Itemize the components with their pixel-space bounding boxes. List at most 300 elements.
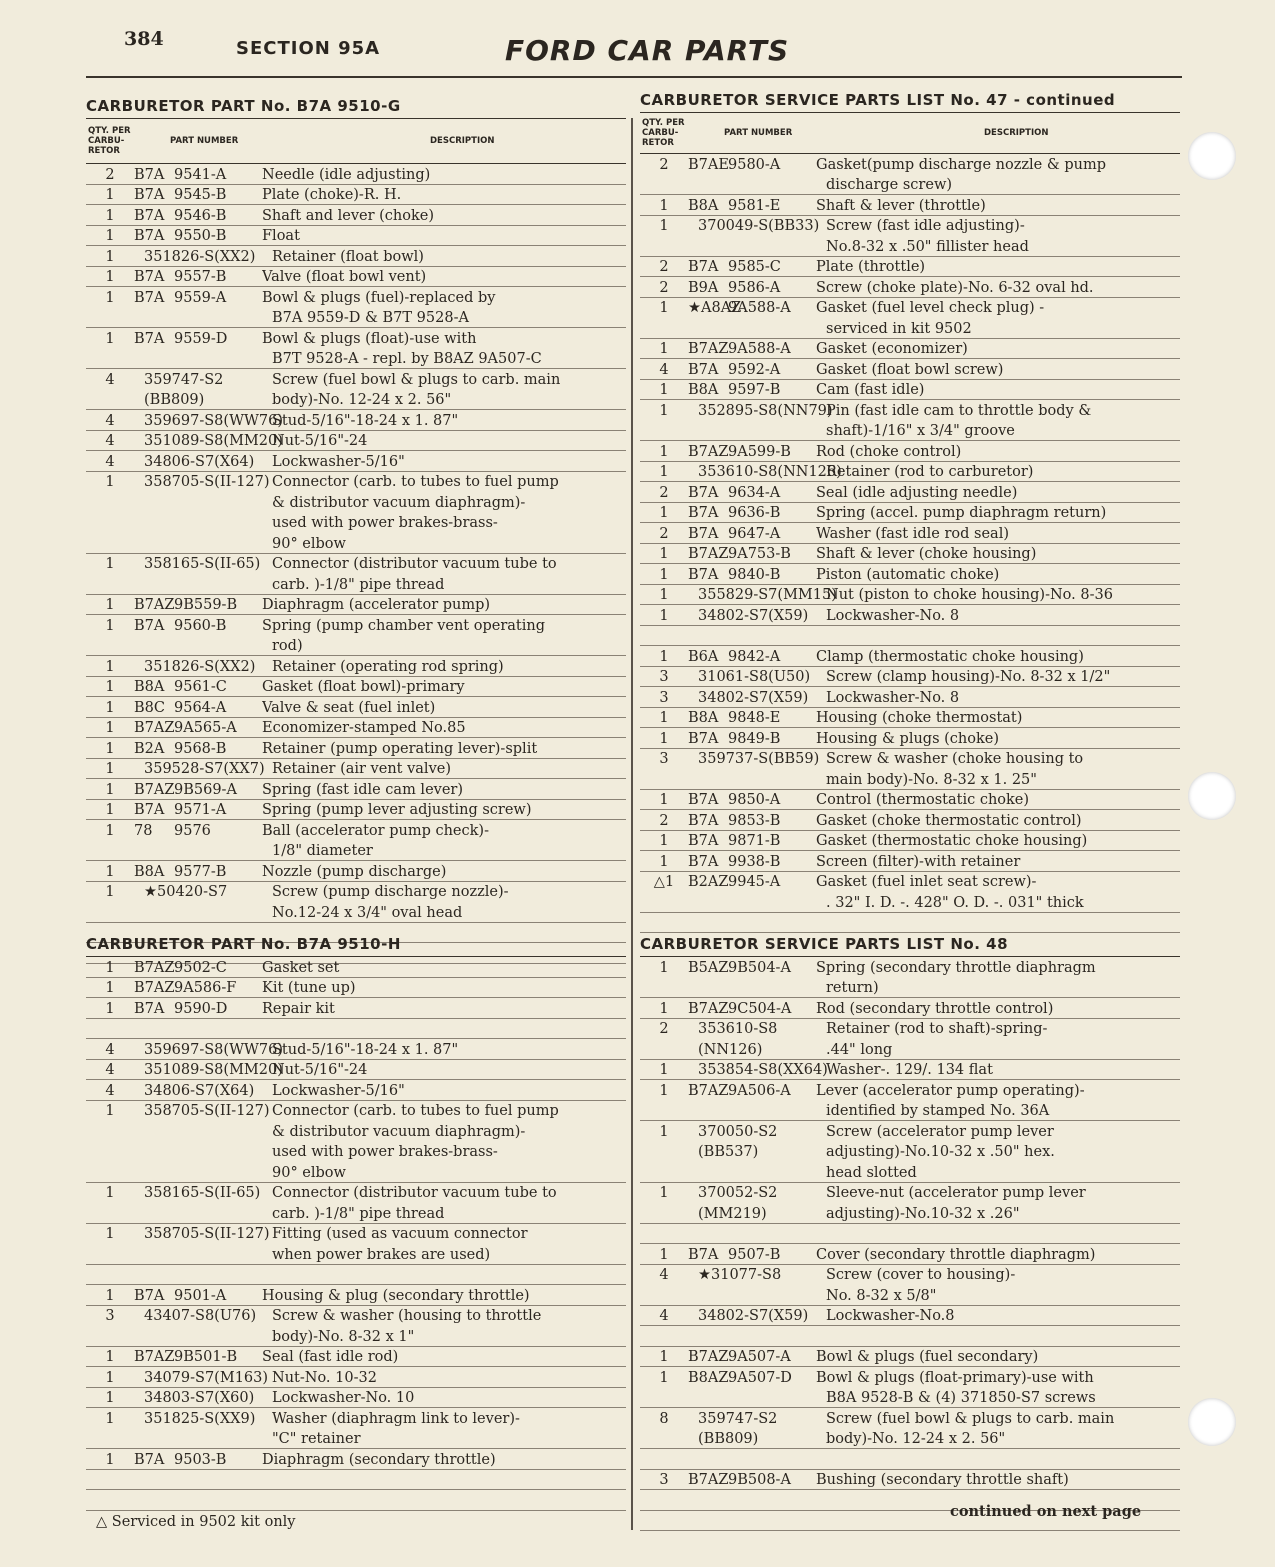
- description-cell: Bowl & plugs (fuel secondary): [816, 1349, 1039, 1365]
- table-row: [86, 287, 626, 308]
- block-title: CARBURETOR PART No. B7A 9510-H: [86, 935, 401, 953]
- part-prefix-cell: B7AZ: [688, 1349, 729, 1365]
- qty-cell: 1: [659, 218, 669, 234]
- description-cell: Bowl & plugs (float-primary)-use with: [816, 1369, 1094, 1386]
- table-row: [640, 482, 1180, 503]
- qty-cell: 1: [105, 980, 115, 996]
- table-row: [640, 1388, 1180, 1409]
- part-base-cell: 9647-A: [728, 525, 781, 542]
- table-row: [640, 1203, 1180, 1224]
- parts-rows: [640, 956, 1180, 1531]
- description-cell: Lockwasher-5/16": [272, 1082, 405, 1099]
- qty-cell: 1: [659, 197, 669, 214]
- table-row: [640, 154, 1180, 175]
- part-base-cell: 9581-E: [728, 197, 781, 214]
- table-row: [640, 1039, 1180, 1060]
- part-prefix-cell: B7A: [134, 330, 165, 347]
- table-row: [86, 1183, 626, 1204]
- qty-cell: 4: [659, 1267, 669, 1283]
- table-row: [86, 431, 626, 452]
- parts-rows: [86, 164, 626, 964]
- part-number-cell: (BB809): [144, 392, 205, 408]
- blank-row: [86, 1470, 626, 1491]
- description-cell: Cam (fast idle): [816, 382, 925, 398]
- table-row: [640, 1019, 1180, 1040]
- description-cell: Nut-5/16"-24: [272, 433, 368, 449]
- part-number-cell: 359737-S(BB59): [698, 751, 820, 767]
- table-row: [640, 1285, 1180, 1306]
- qty-cell: 3: [659, 751, 669, 767]
- part-prefix-cell: B7AZ: [688, 1000, 729, 1017]
- description-cell: Shaft & lever (choke housing): [816, 546, 1037, 562]
- part-prefix-cell: B5AZ: [688, 959, 729, 976]
- description-cell: Screw & washer (choke housing to: [826, 751, 1084, 767]
- qty-cell: 4: [105, 1082, 115, 1099]
- table-row: [86, 1285, 626, 1306]
- table-row: [640, 544, 1180, 565]
- part-base-cell: 9A753-B: [728, 546, 791, 562]
- part-number-cell: 351826-S(XX2): [144, 658, 256, 675]
- qty-cell: 1: [659, 1082, 669, 1099]
- page-number: 384: [124, 28, 164, 50]
- part-prefix-cell: B7A: [134, 802, 165, 818]
- description-cell: Washer-. 129/. 134 flat: [826, 1062, 993, 1078]
- part-base-cell: 9850-A: [728, 792, 781, 808]
- part-base-cell: 9501-A: [174, 1287, 227, 1304]
- part-base-cell: 9A599-B: [728, 443, 791, 460]
- part-base-cell: 9507-B: [728, 1246, 781, 1263]
- part-base-cell: 9A507-D: [728, 1369, 792, 1386]
- description-cell: body)-No. 12-24 x 2. 56": [826, 1431, 1006, 1447]
- part-number-cell: 34802-S7(X59): [698, 607, 809, 624]
- qty-cell: 1: [105, 289, 115, 306]
- table-row: [640, 1080, 1180, 1101]
- description-cell: body)-No. 12-24 x 2. 56": [272, 392, 452, 408]
- part-number-cell: 370052-S2: [698, 1185, 778, 1201]
- qty-cell: 3: [659, 689, 669, 706]
- table-row: [640, 957, 1180, 978]
- description-cell: Connector (carb. to tubes to fuel pump: [272, 1103, 559, 1119]
- part-base-cell: 9571-A: [174, 802, 227, 818]
- section-label: SECTION 95A: [236, 38, 381, 59]
- part-prefix-cell: B7A: [688, 484, 719, 501]
- block-list-47: [640, 88, 1180, 933]
- table-row: [86, 1224, 626, 1245]
- table-row: [640, 339, 1180, 360]
- table-row: [86, 902, 626, 923]
- qty-cell: 1: [105, 474, 115, 490]
- part-number-cell: 370050-S2: [698, 1123, 778, 1140]
- table-row: [640, 1060, 1180, 1081]
- qty-cell: 2: [659, 259, 669, 275]
- qty-cell: 1: [105, 269, 115, 285]
- table-row: [86, 779, 626, 800]
- qty-cell: 2: [659, 484, 669, 501]
- part-base-cell: 9B501-B: [174, 1349, 238, 1365]
- description-cell: Washer (fast idle rod seal): [816, 525, 1009, 542]
- table-row: [640, 978, 1180, 999]
- description-cell: "C" retainer: [272, 1431, 361, 1447]
- part-prefix-cell: B8A: [134, 863, 165, 880]
- description-cell: Cover (secondary throttle diaphragm): [816, 1246, 1096, 1263]
- part-base-cell: 9A588-A: [728, 341, 791, 357]
- part-number-cell: 358705-S(II-127): [144, 1103, 270, 1119]
- part-prefix-cell: B7A: [688, 792, 719, 808]
- table-row: [640, 646, 1180, 667]
- table-row: [86, 1121, 626, 1142]
- block-list-48: [640, 932, 1180, 1531]
- table-row: [640, 1408, 1180, 1429]
- table-row: [86, 998, 626, 1019]
- part-prefix-cell: 78: [134, 822, 153, 839]
- table-row: [640, 728, 1180, 749]
- table-row: [86, 308, 626, 329]
- table-row: [640, 462, 1180, 483]
- table-row: [640, 195, 1180, 216]
- part-prefix-cell: B7A: [688, 812, 719, 829]
- table-row: [640, 687, 1180, 708]
- table-row: [86, 472, 626, 493]
- description-cell: Screw (fast idle adjusting)-: [826, 218, 1025, 234]
- part-base-cell: 9C504-A: [728, 1000, 792, 1017]
- description-cell: Gasket (float bowl screw): [816, 361, 1004, 378]
- part-base-cell: 9576: [174, 822, 211, 839]
- qty-cell: 1: [105, 187, 115, 203]
- qty-cell: 1: [105, 1369, 115, 1386]
- qty-cell: 2: [659, 279, 669, 296]
- description-cell: Gasket (fuel inlet seat screw)-: [816, 874, 1037, 890]
- qty-cell: 1: [105, 720, 115, 736]
- description-cell: No.12-24 x 3/4" oval head: [272, 904, 463, 921]
- part-prefix-cell: B7AZ: [134, 720, 175, 736]
- part-number-cell: 358165-S(II-65): [144, 1185, 261, 1201]
- description-cell: main body)-No. 8-32 x 1. 25": [826, 771, 1037, 788]
- part-base-cell: 9580-A: [728, 156, 781, 173]
- qty-cell: 4: [105, 371, 115, 388]
- description-cell: Diaphragm (accelerator pump): [262, 597, 491, 613]
- description-cell: B8A 9528-B & (4) 371850-S7 screws: [826, 1390, 1096, 1406]
- table-row: [640, 851, 1180, 872]
- part-base-cell: 9564-A: [174, 699, 227, 716]
- qty-cell: 1: [659, 1246, 669, 1263]
- brand-title: FORD CAR PARTS: [505, 34, 790, 67]
- qty-cell: 2: [105, 166, 115, 183]
- part-prefix-cell: B7A: [134, 207, 165, 224]
- part-base-cell: 9A506-A: [728, 1082, 791, 1099]
- part-number-cell: (BB809): [698, 1431, 759, 1447]
- table-row: [86, 164, 626, 185]
- qty-cell: 3: [659, 1472, 669, 1488]
- table-row: [86, 1039, 626, 1060]
- table-row: [640, 708, 1180, 729]
- description-cell: Gasket (choke thermostatic control): [816, 812, 1082, 829]
- part-number-cell: 358705-S(II-127): [144, 474, 270, 490]
- part-number-cell: 359697-S8(WW76): [144, 412, 283, 429]
- table-row: [86, 185, 626, 206]
- description-cell: 1/8" diameter: [272, 843, 373, 859]
- part-base-cell: 9B569-A: [174, 781, 237, 798]
- qty-cell: 1: [659, 607, 669, 624]
- table-row: [640, 1142, 1180, 1163]
- description-cell: Rod (secondary throttle control): [816, 1000, 1054, 1017]
- description-cell: Retainer (float bowl): [272, 248, 424, 265]
- table-row: [86, 1367, 626, 1388]
- description-cell: Connector (distributor vacuum tube to: [272, 1185, 557, 1201]
- description-cell: Control (thermostatic choke): [816, 792, 1030, 808]
- description-cell: Screw & washer (housing to throttle: [272, 1308, 542, 1324]
- description-cell: Needle (idle adjusting): [262, 166, 431, 183]
- part-prefix-cell: B7AZ: [688, 443, 729, 460]
- qty-cell: 1: [105, 1103, 115, 1119]
- part-number-cell: 351089-S8(MM20): [144, 433, 283, 449]
- table-row: [86, 1142, 626, 1163]
- description-cell: Rod (choke control): [816, 443, 962, 460]
- description-cell: Lever (accelerator pump operating)-: [816, 1082, 1085, 1099]
- description-cell: adjusting)-No.10-32 x .26": [826, 1205, 1020, 1222]
- part-prefix-cell: B7A: [134, 166, 165, 183]
- table-row: [86, 841, 626, 862]
- blank-row: [640, 913, 1180, 934]
- description-cell: & distributor vacuum diaphragm)-: [272, 494, 526, 511]
- qty-cell: 1: [105, 781, 115, 798]
- table-row: [640, 277, 1180, 298]
- description-header: DESCRIPTION: [984, 128, 1049, 138]
- table-row: [640, 1244, 1180, 1265]
- description-cell: Screw (pump discharge nozzle)-: [272, 884, 509, 900]
- table-row: [640, 1121, 1180, 1142]
- part-prefix-cell: B7A: [688, 361, 719, 378]
- description-cell: Connector (carb. to tubes to fuel pump: [272, 474, 559, 490]
- description-cell: head slotted: [826, 1164, 917, 1181]
- part-number-cell: ★31077-S8: [698, 1267, 782, 1283]
- description-cell: Screw (fuel bowl & plugs to carb. main: [826, 1410, 1115, 1427]
- blank-row: [640, 626, 1180, 647]
- qty-cell: 2: [659, 156, 669, 173]
- blank-row: [86, 1265, 626, 1286]
- part-base-cell: 9541-A: [174, 166, 227, 183]
- description-cell: Retainer (rod to carburetor): [826, 464, 1034, 480]
- qty-cell: 1: [105, 228, 115, 244]
- part-number-cell: 359528-S7(XX7): [144, 761, 265, 777]
- qty-header: QTY. PER CARBU- RETOR: [88, 126, 131, 156]
- part-prefix-cell: B7A: [134, 1287, 165, 1304]
- qty-cell: 1: [105, 207, 115, 224]
- description-cell: Retainer (pump operating lever)-split: [262, 740, 538, 757]
- qty-cell: 1: [105, 959, 115, 976]
- qty-header: QTY. PER CARBU- RETOR: [642, 118, 685, 148]
- part-base-cell: 9A565-A: [174, 720, 237, 736]
- qty-cell: 1: [659, 587, 669, 603]
- description-cell: Retainer (air vent valve): [272, 761, 451, 777]
- table-row: [640, 503, 1180, 524]
- part-prefix-cell: B7A: [688, 259, 719, 275]
- description-cell: Gasket(pump discharge nozzle & pump: [816, 156, 1106, 173]
- table-row: [640, 872, 1180, 893]
- part-prefix-cell: B7AZ: [134, 1349, 175, 1365]
- blank-row: [640, 1449, 1180, 1470]
- table-row: [86, 226, 626, 247]
- description-cell: Retainer (rod to shaft)-spring-: [826, 1021, 1048, 1037]
- part-prefix-cell: B7A: [688, 566, 719, 583]
- part-base-cell: 9A586-F: [174, 980, 237, 996]
- description-cell: No.8-32 x .50" fillister head: [826, 238, 1029, 255]
- part-prefix-cell: B8A: [134, 679, 165, 695]
- description-cell: Repair kit: [262, 1000, 335, 1017]
- part-prefix-cell: ★A8AZ: [688, 300, 742, 316]
- part-prefix-cell: B8A: [688, 197, 719, 214]
- table-row: [86, 451, 626, 472]
- description-cell: 90° elbow: [272, 535, 346, 552]
- header-rule: [86, 76, 1182, 78]
- table-row: [86, 390, 626, 411]
- description-cell: Nut (piston to choke housing)-No. 8-36: [826, 587, 1113, 603]
- description-cell: 90° elbow: [272, 1164, 346, 1181]
- description-cell: Spring (accel. pump diaphragm return): [816, 505, 1107, 521]
- table-row: [86, 1326, 626, 1347]
- block-title: CARBURETOR SERVICE PARTS LIST No. 47 - continued: [640, 91, 1116, 109]
- table-row: [86, 957, 626, 978]
- description-cell: .44" long: [826, 1041, 893, 1058]
- description-cell: B7A 9559-D & B7T 9528-A: [272, 310, 469, 326]
- description-cell: Screw (clamp housing)-No. 8-32 x 1/2": [826, 669, 1111, 685]
- part-base-cell: 9849-B: [728, 730, 781, 747]
- part-base-cell: 9545-B: [174, 187, 227, 203]
- block-b7a-9510-g: [86, 94, 626, 964]
- table-row: [640, 523, 1180, 544]
- description-cell: Shaft & lever (throttle): [816, 197, 986, 214]
- table-row: [640, 564, 1180, 585]
- table-row: [86, 595, 626, 616]
- table-row: [86, 1429, 626, 1450]
- qty-cell: △1: [653, 874, 675, 890]
- part-base-cell: 9B504-A: [728, 959, 791, 976]
- table-row: [86, 492, 626, 513]
- description-cell: Bowl & plugs (float)-use with: [262, 330, 477, 347]
- parts-rows: [640, 154, 1180, 933]
- part-number-cell: (MM219): [698, 1205, 767, 1222]
- part-number-cell: 353854-S8(XX64): [698, 1062, 828, 1078]
- qty-cell: 1: [105, 699, 115, 716]
- description-cell: used with power brakes-brass-: [272, 1144, 498, 1160]
- table-row: [640, 216, 1180, 237]
- description-cell: Housing & plugs (choke): [816, 730, 999, 747]
- table-row: [640, 257, 1180, 278]
- table-row: [86, 738, 626, 759]
- qty-cell: 1: [105, 330, 115, 347]
- part-base-cell: 9945-A: [728, 874, 781, 890]
- description-cell: adjusting)-No.10-32 x .50" hex.: [826, 1144, 1055, 1160]
- description-cell: return): [826, 980, 879, 996]
- binder-hole-top: [1188, 132, 1236, 180]
- table-row: [640, 769, 1180, 790]
- part-prefix-cell: B7AZ: [134, 781, 175, 798]
- table-row: [86, 861, 626, 882]
- part-prefix-cell: B6A: [688, 648, 719, 665]
- part-prefix-cell: B7A: [688, 833, 719, 849]
- qty-cell: 3: [105, 1308, 115, 1324]
- description-cell: carb. )-1/8" pipe thread: [272, 1205, 445, 1222]
- description-cell: Diaphragm (secondary throttle): [262, 1451, 496, 1468]
- part-prefix-cell: B2A: [134, 740, 165, 757]
- table-row: [640, 359, 1180, 380]
- part-number-cell: 355829-S7(MM15): [698, 587, 837, 603]
- part-number-cell: 34802-S7(X59): [698, 689, 809, 706]
- description-cell: Lockwasher-No.8: [826, 1308, 955, 1324]
- part-prefix-cell: B7A: [688, 853, 719, 870]
- description-cell: Stud-5/16"-18-24 x 1. 87": [272, 412, 459, 429]
- qty-cell: 1: [105, 1000, 115, 1017]
- table-row: [86, 615, 626, 636]
- column-header: [86, 118, 626, 164]
- qty-cell: 1: [659, 853, 669, 870]
- qty-cell: 1: [659, 1123, 669, 1140]
- table-row: [86, 1306, 626, 1327]
- part-base-cell: 9840-B: [728, 566, 781, 583]
- table-row: [86, 1162, 626, 1183]
- qty-cell: 1: [105, 1410, 115, 1427]
- description-cell: Fitting (used as vacuum connector: [272, 1226, 528, 1242]
- qty-cell: 1: [659, 300, 669, 316]
- table-row: [640, 1470, 1180, 1491]
- part-base-cell: 9590-D: [174, 1000, 228, 1017]
- table-row: [86, 533, 626, 554]
- description-cell: identified by stamped No. 36A: [826, 1103, 1050, 1119]
- table-row: [86, 513, 626, 534]
- column-divider: [631, 118, 633, 1530]
- description-cell: Retainer (operating rod spring): [272, 658, 504, 675]
- qty-cell: 1: [105, 1451, 115, 1468]
- description-cell: Clamp (thermostatic choke housing): [816, 648, 1084, 665]
- part-base-cell: 9550-B: [174, 228, 227, 244]
- table-row: [640, 831, 1180, 852]
- part-prefix-cell: B7AZ: [134, 959, 175, 976]
- part-prefix-cell: B8A: [688, 382, 719, 398]
- blank-row: [86, 1019, 626, 1040]
- continued-note: continued on next page: [950, 1503, 1142, 1520]
- part-prefix-cell: B7A: [134, 269, 165, 285]
- description-cell: B7T 9528-A - repl. by B8AZ 9A507-C: [272, 351, 542, 367]
- qty-cell: 1: [659, 959, 669, 976]
- qty-cell: 4: [659, 361, 669, 378]
- description-cell: Plate (choke)-R. H.: [262, 187, 402, 203]
- part-base-cell: 9502-C: [174, 959, 227, 976]
- part-base-cell: 9597-B: [728, 382, 781, 398]
- qty-cell: 1: [659, 443, 669, 460]
- qty-cell: 1: [105, 1349, 115, 1365]
- table-row: [86, 677, 626, 698]
- part-number-cell: 351089-S8(MM20): [144, 1062, 283, 1078]
- description-cell: Seal (idle adjusting needle): [816, 484, 1018, 501]
- qty-cell: 1: [105, 761, 115, 777]
- description-cell: Valve & seat (fuel inlet): [262, 699, 436, 716]
- part-prefix-cell: B9A: [688, 279, 719, 296]
- binder-hole-bottom: [1188, 1398, 1236, 1446]
- qty-cell: 1: [659, 1185, 669, 1201]
- table-row: [86, 1347, 626, 1368]
- description-cell: Pin (fast idle cam to throttle body &: [826, 402, 1092, 419]
- table-row: [640, 1306, 1180, 1327]
- qty-cell: 1: [659, 566, 669, 583]
- description-cell: used with power brakes-brass-: [272, 515, 498, 531]
- part-number-header: PART NUMBER: [170, 136, 239, 146]
- description-cell: Spring (secondary throttle diaphragm: [816, 959, 1096, 976]
- table-row: [86, 267, 626, 288]
- table-row: [640, 400, 1180, 421]
- part-number-cell: 34806-S7(X64): [144, 453, 255, 470]
- part-base-cell: 9636-B: [728, 505, 781, 521]
- part-base-cell: 9586-A: [728, 279, 781, 296]
- qty-cell: 1: [659, 1062, 669, 1078]
